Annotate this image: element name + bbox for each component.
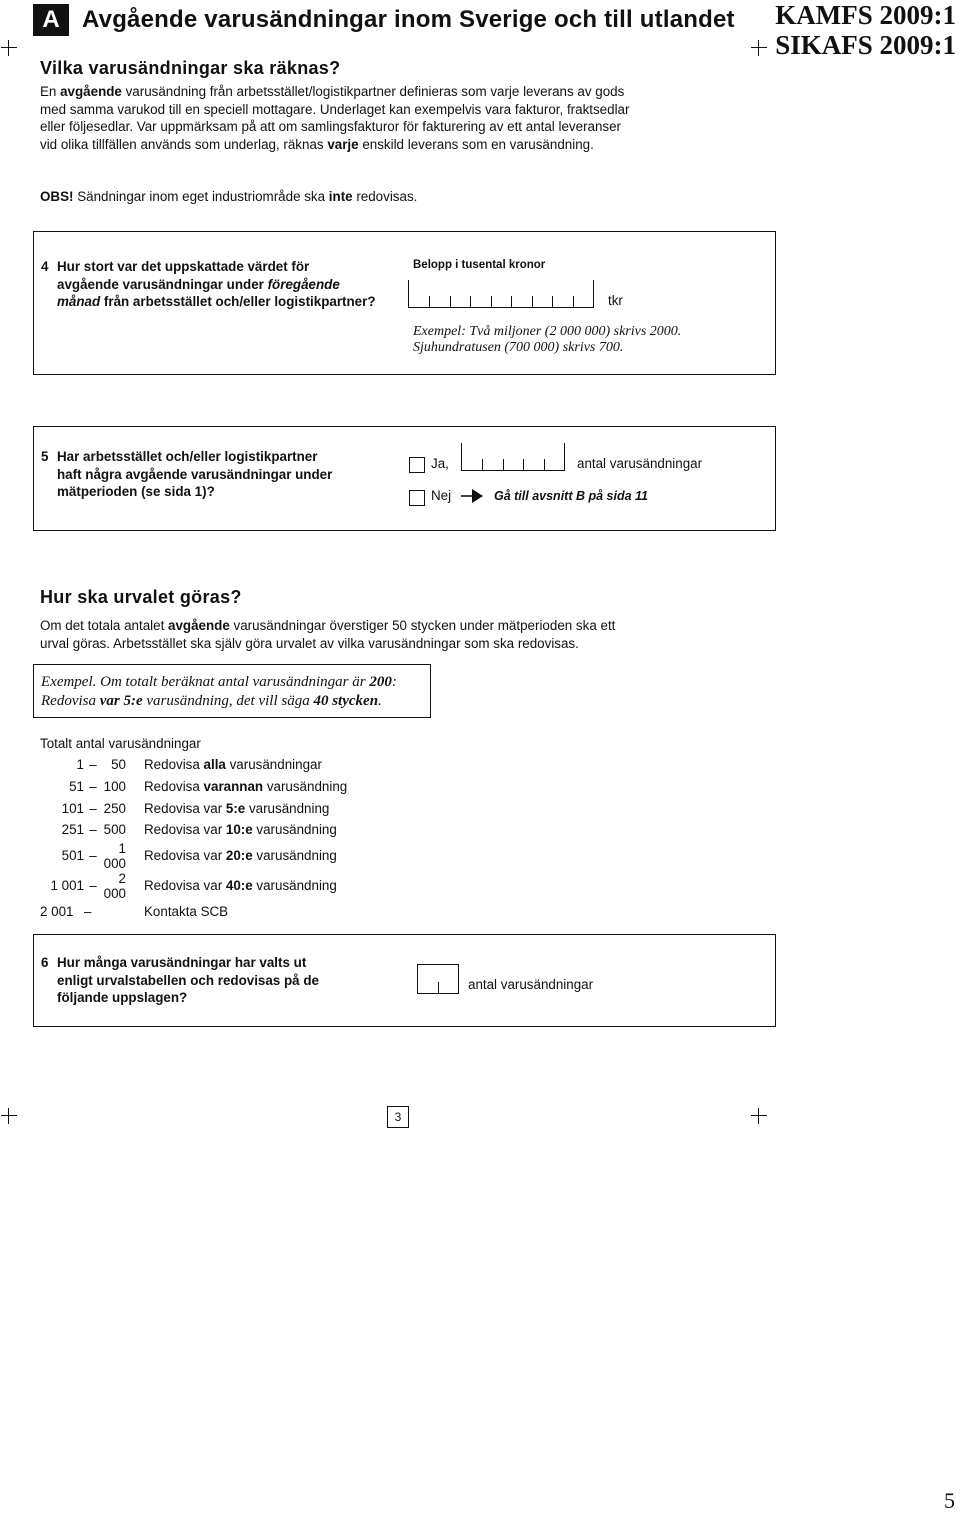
range-dash: – [89,848,97,864]
intro-heading: Vilka varusändningar ska räknas? [40,58,341,78]
range-to: 500 [103,822,126,838]
selection-paragraph: Om det totala antalet avgående varusändningar överstiger 50 stycken under mätperioden ska ett urval göras. Arbetsstället ska själv göra urvalet av vilka varusändningar som ska redovisas. [40,618,616,651]
range-from: 51 [69,779,84,795]
selection-table-row [40,754,347,776]
range-from: 101 [61,800,84,816]
selection-example-text: Exempel. Om totalt beräknat antal varusändningar är 200: Redovisa var 5:e varusändning, det vill säga 40 stycken. [41,674,397,709]
obs-note: OBS! Sändningar inom eget industriområde ska inte redovisas. [40,189,418,204]
range-dash: – [89,878,97,894]
no-checkbox[interactable] [409,490,425,506]
range-from: 1 001 [50,878,84,894]
selected-count-input[interactable] [417,964,459,994]
question-number: 4 [41,259,49,274]
registration-mark [751,40,767,56]
arrow-right-icon [461,488,485,504]
shipment-count-input[interactable] [461,443,565,471]
selection-instruction: Redovisa varannan varusändning [144,779,348,795]
range-dash: – [89,822,97,838]
regulation-code-kamfs: KAMFS 2009:1 [775,0,956,30]
selection-instruction: Redovisa var 20:e varusändning [144,848,337,864]
page-number-corner: 5 [944,1488,955,1513]
range-to: 50 [111,757,126,773]
question-5-text: Har arbetsstället och/eller logistikpartner haft några avgående varusändningar under mätperioden (se sida 1)? [57,449,333,499]
question-6-text: Hur många varusändningar har valts ut enligt urvalstabellen och redovisas på de följande uppslagen? [57,955,319,1005]
selection-heading: Hur ska urvalet göras? [40,587,242,607]
section-title: Avgående varusändningar inom Sverige och till utlandet [82,6,735,33]
unit-tkr: tkr [608,293,623,308]
skip-instruction: Gå till avsnitt B på sida 11 [494,489,648,503]
range-dash: – [89,800,97,816]
selection-table-row [40,819,347,841]
registration-mark [1,40,17,56]
selection-table [40,754,347,922]
range-dash: – [84,904,92,920]
selection-table-row [40,797,347,819]
selection-table-row [40,841,347,871]
selection-table-title: Totalt antal varusändningar [40,736,201,751]
range-from: 2 001 [40,904,74,920]
selection-instruction: Kontakta SCB [144,904,229,920]
section-letter-badge: A [33,4,69,36]
page-number-box: 3 [387,1106,409,1128]
registration-mark [1,1108,17,1124]
registration-mark [751,1108,767,1124]
range-to: 100 [103,779,126,795]
selection-table-row [40,901,347,923]
amount-label: Belopp i tusental kronor [413,259,546,271]
range-from: 501 [61,848,84,864]
intro-paragraph: En avgående varusändning från arbetsstället/logistikpartner definieras som varje leverans av gods med samma varukod till en speciell mottagare. Underlaget kan exempelvis vara fakturor, fraktsedlar eller följesedlar. Var uppmärksam på att om samlingsfakturor för fakturering av ett antal leveranser vid olika tillfällen används som underlag, räknas varje enskild leverans som en varusändning. [40,84,630,152]
selection-instruction: Redovisa var 40:e varusändning [144,878,337,894]
question-number: 5 [41,449,49,464]
q4-example: Exempel: Två miljoner (2 000 000) skrivs 2000. Sjuhundratusen (700 000) skrivs 700. [413,324,682,355]
range-to: 250 [103,800,126,816]
range-dash: – [89,757,97,773]
yes-unit-label: antal varusändningar [577,456,703,471]
range-to: 1 000 [103,840,126,871]
selection-instruction: Redovisa var 5:e varusändning [144,800,330,816]
q6-unit-label: antal varusändningar [468,977,594,992]
value-input-tkr[interactable] [408,280,594,308]
range-to [102,901,144,923]
range-from: 251 [61,822,84,838]
yes-checkbox[interactable] [409,457,425,473]
selection-example-box [33,664,431,718]
question-number: 6 [41,955,49,970]
range-dash: – [89,779,97,795]
question-6-box [33,934,776,1027]
range-from: 1 [76,757,84,773]
selection-table-row [40,871,347,901]
question-4-text: Hur stort var det uppskattade värdet för avgående varusändningar under föregående månad från arbetsstället och/eller logistikpartner? [57,259,376,309]
selection-instruction: Redovisa alla varusändningar [144,757,322,773]
selection-instruction: Redovisa var 10:e varusändning [144,822,337,838]
selection-table-row [40,776,347,798]
yes-label: Ja, [431,456,449,471]
regulation-code-sikafs: SIKAFS 2009:1 [775,30,956,60]
question-4-box [33,231,776,375]
no-label: Nej [431,488,452,503]
range-to: 2 000 [103,870,126,901]
question-5-box [33,426,776,531]
